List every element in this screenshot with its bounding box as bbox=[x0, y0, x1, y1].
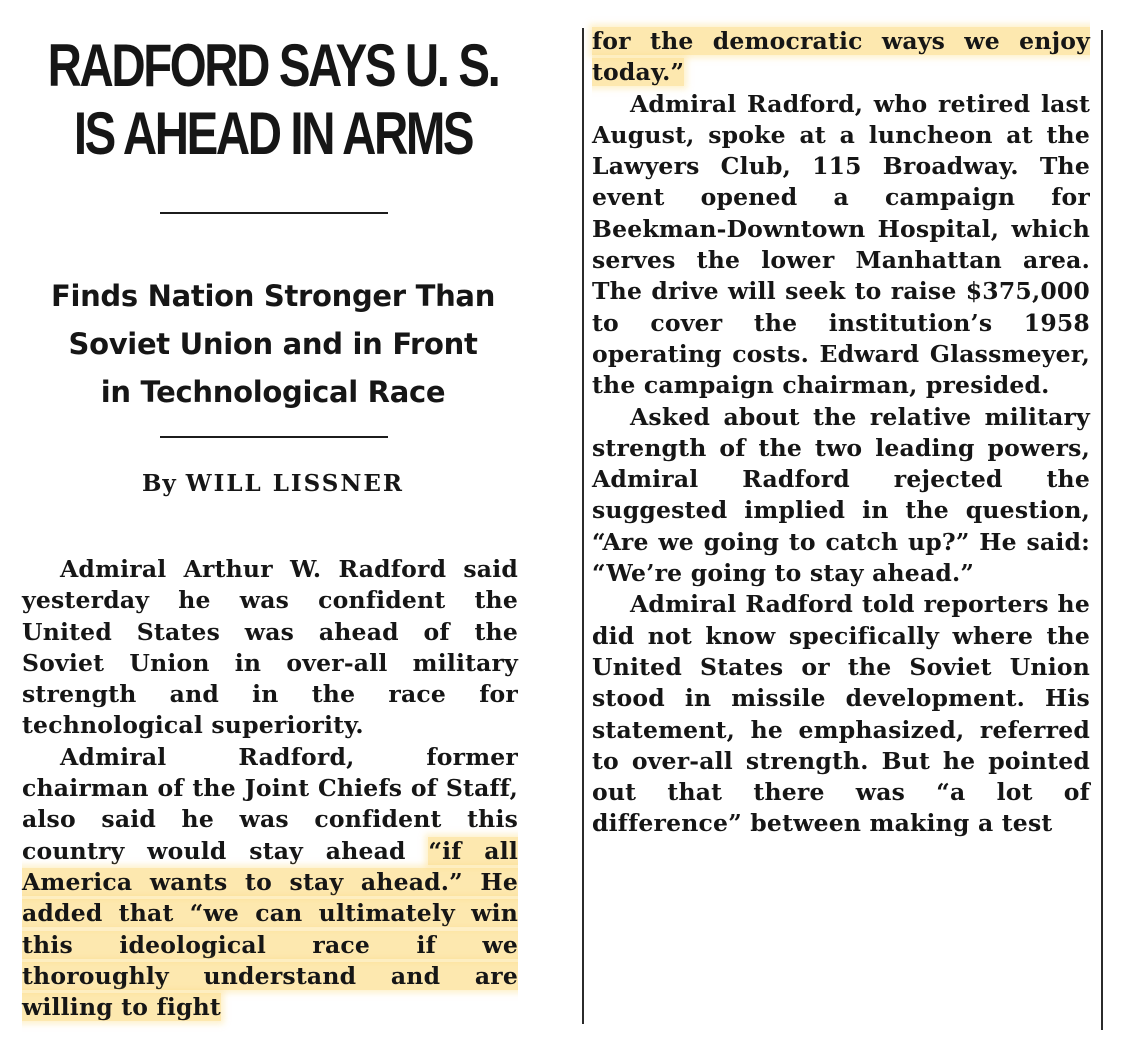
paragraph: Asked about the relative military strength of the two leading powers, Admiral Radford rejected the suggested implied in the question, “Are we going to catch up?” He said: “We’re going to stay ahead.” bbox=[592, 402, 1090, 588]
byline bbox=[22, 470, 524, 497]
paragraph: Admiral Radford, who retired last August, spoke at a luncheon at the Lawyers Club, 115 Broadway. The event opened a campaign for Beekman-Downtown Hospital, which serves the lower Manhattan area. The drive will seek to raise $375,000 to cover the institution’s 1958 operating costs. Edward Glassmeyer, the campaign chairman, presided. bbox=[592, 89, 1090, 400]
deck-line-1: Finds Nation Stronger Than bbox=[50, 279, 496, 313]
highlighted-quote: “if all America wants to stay ahead.” He added that “we can ultimately win this ideological race if we thoroughly understand and are willing to fight bbox=[22, 836, 518, 1022]
left-body bbox=[22, 554, 518, 1023]
deck bbox=[22, 272, 524, 416]
column-rule bbox=[1101, 30, 1103, 1030]
highlighted-quote: for the democratic ways we enjoy today.” bbox=[592, 27, 1090, 87]
byline-name: WILL LISSNER bbox=[185, 470, 405, 497]
paragraph bbox=[592, 26, 1090, 89]
deck-line-3: in Technological Race bbox=[100, 375, 446, 409]
headline-line-2: IS AHEAD IN ARMS bbox=[73, 100, 473, 167]
paragraph bbox=[22, 742, 518, 1024]
byline-prefix: By bbox=[141, 470, 177, 497]
headline-line-1: RADFORD SAYS U. S. bbox=[47, 32, 499, 99]
deck-line-2: Soviet Union and in Front bbox=[68, 327, 478, 361]
divider-rule bbox=[160, 436, 388, 438]
divider-rule bbox=[160, 212, 388, 214]
paragraph-text: Admiral Radford, former chairman of the Joint Chiefs of Staff, also said he was confident this country would stay ahead bbox=[22, 742, 518, 865]
right-body bbox=[592, 26, 1090, 840]
headline bbox=[23, 32, 524, 168]
column-rule bbox=[582, 28, 584, 1024]
paragraph: Admiral Arthur W. Radford said yesterday he was confident the United States was ahead of the Soviet Union in over-all military strength and in the race for technological superiority. bbox=[22, 555, 518, 740]
paragraph: Admiral Radford told reporters he did not know specifically where the United States or the Soviet Union stood in missile development. His statement, he emphasized, referred to over-all strength. But he pointed out that there was “a lot of difference” between making a test bbox=[592, 590, 1090, 838]
left-column bbox=[22, 26, 524, 1022]
